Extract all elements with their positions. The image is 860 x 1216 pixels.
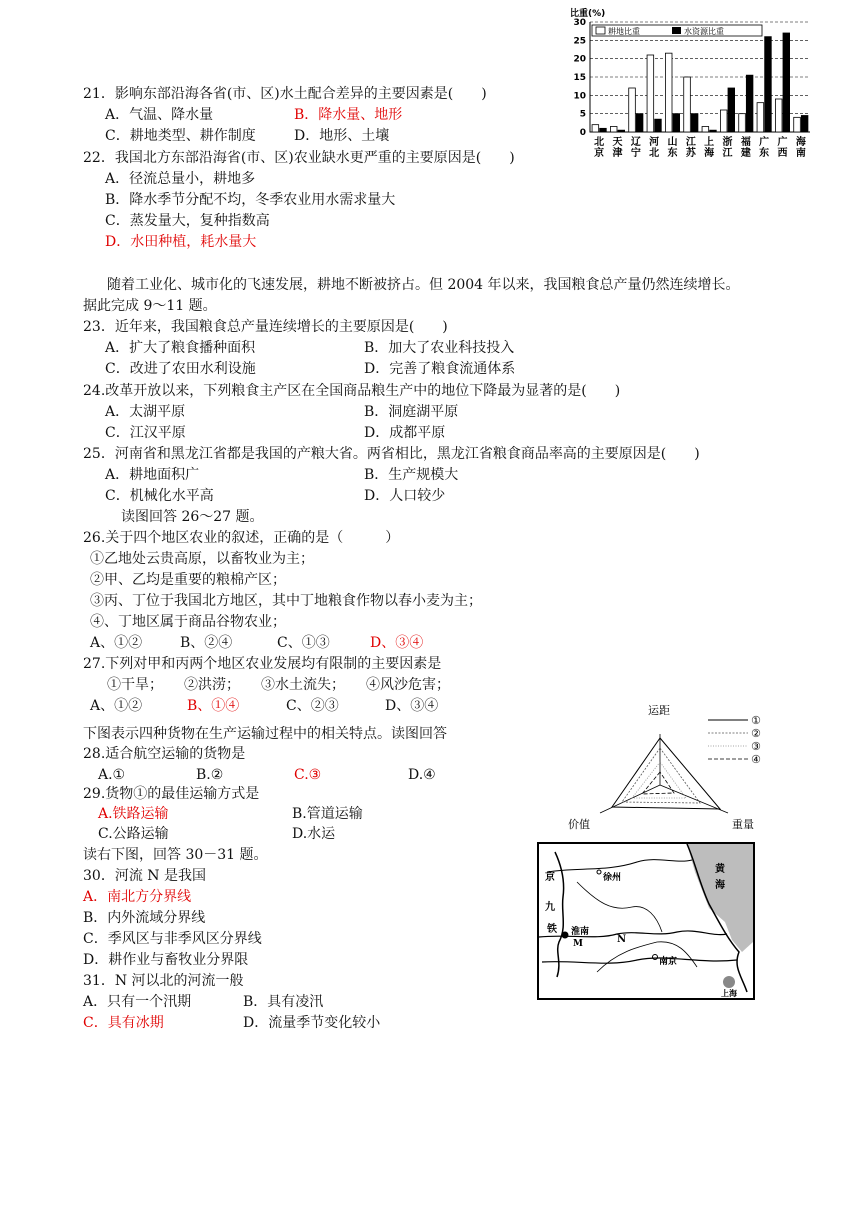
chart-xtick-label: 上 (704, 137, 715, 148)
q27-option-c: C、②③ (286, 698, 339, 714)
q24-option-c: C．江汉平原 (105, 425, 186, 441)
intro-28: 下图表示四种货物在生产运输过程中的相关特点。读图回答 (83, 726, 447, 742)
q29-option-b: B.管道运输 (292, 806, 363, 822)
shanghai-area-icon (723, 976, 735, 988)
chart-xtick-label: 江 (685, 137, 696, 148)
radar-axis-top-label: 运距 (648, 704, 670, 717)
chart-xtick-label: 京 (594, 148, 605, 159)
q22-option-d: D．水田种植，耗水量大 (105, 234, 257, 250)
legend-swatch-cultivated (596, 27, 605, 34)
chart-xtick-label: 苏 (685, 148, 696, 159)
bar-water (710, 130, 717, 132)
map-label-huainan: 淮南 (571, 927, 590, 937)
bar-water (783, 33, 790, 132)
chart-ylabel: 比重(%) (570, 9, 606, 19)
q29-option-c: C.公路运输 (98, 826, 169, 842)
chart-xtick-label: 广 (759, 137, 770, 148)
q31-option-b: B．具有凌汛 (243, 994, 324, 1010)
q26-statement-2: ②甲、乙均是重要的粮棉产区； (90, 572, 286, 588)
bar-cultivated (720, 110, 727, 132)
q30-stem: 30．河流 N 是我国 (83, 868, 206, 884)
bar-cultivated (647, 55, 654, 132)
radar-legend-3: ③ (751, 740, 761, 753)
q27-options-list: ①干旱； ②洪涝； ③水土流失； ④风沙危害； (107, 677, 450, 693)
radar-legend-4: ④ (751, 753, 761, 766)
radar-legend-2: ② (751, 727, 761, 740)
bar-cultivated (757, 103, 764, 132)
q27-option-a: A、①② (90, 698, 143, 714)
radar-axis-left-label: 价值 (568, 818, 590, 831)
q26-option-c: C、①③ (277, 635, 330, 651)
bar-water (600, 128, 607, 132)
q23-option-a: A．扩大了粮食播种面积 (105, 340, 256, 356)
q29-stem: 29.货物①的最佳运输方式是 (83, 786, 260, 802)
q31-option-c: C．具有冰期 (83, 1015, 164, 1031)
map-label-shanghai: 上海 (721, 988, 737, 998)
q28-stem: 28.适合航空运输的货物是 (83, 746, 246, 762)
chart-xtick-label: 广 (777, 137, 788, 148)
q24-stem: 24.改革开放以来，下列粮食主产区在全国商品粮生产中的地位下降最为显著的是( ) (83, 383, 621, 399)
bar-chart (560, 6, 820, 166)
q29-option-a: A.铁路运输 (98, 806, 169, 822)
q24-option-d: D．成都平原 (364, 425, 446, 441)
read-30-31: 读右下图，回答 30－31 题。 (83, 847, 268, 863)
q25-option-c: C．机械化水平高 (105, 488, 214, 504)
map-label-m: M (573, 939, 583, 949)
q24-option-a: A．太湖平原 (105, 404, 186, 420)
map-label-nanjing: 南京 (659, 957, 678, 967)
bar-cultivated (794, 117, 801, 132)
bar-cultivated (684, 77, 691, 132)
bar-water (728, 88, 735, 132)
chart-ytick-label: 10 (573, 91, 586, 102)
chart-xtick-label: 南 (795, 148, 806, 159)
map-label-hai: 海 (715, 880, 725, 891)
radar-axis-right-label: 重量 (732, 818, 754, 831)
q27-option-b: B、①④ (187, 698, 240, 714)
q30-option-a: A．南北方分界线 (83, 889, 192, 905)
q25-option-a: A．耕地面积广 (105, 467, 200, 483)
q23-stem: 23．近年来，我国粮食总产量连续增长的主要原因是( ) (83, 319, 448, 335)
q26-option-a: A、①② (90, 635, 143, 651)
q21-option-c: C．耕地类型、耕作制度 (105, 128, 256, 144)
chart-xtick-label: 辽 (630, 137, 641, 148)
q25-option-b: B．生产规模大 (364, 467, 459, 483)
q21-option-b: B．降水量、地形 (294, 107, 403, 123)
q22-option-a: A．径流总量小，耕地多 (105, 171, 256, 187)
q21-option-a: A．气温、降水量 (105, 107, 214, 123)
chart-xtick-label: 江 (722, 148, 733, 159)
radar-legend (708, 714, 761, 766)
legend-label-cultivated: 耕地比重 (608, 27, 640, 36)
chart-xtick-label: 浙 (722, 137, 733, 148)
q26-statement-4: ④、丁地区属于商品谷物农业； (90, 614, 286, 630)
bar-water (691, 114, 698, 132)
q25-option-d: D．人口较少 (364, 488, 446, 504)
chart-xtick-label: 津 (612, 148, 623, 159)
q30-option-d: D．耕作业与畜牧业分界限 (83, 952, 249, 968)
q31-option-a: A．只有一个汛期 (83, 994, 192, 1010)
chart-xtick-label: 建 (740, 148, 751, 159)
chart-xlabels (594, 135, 807, 159)
q22-option-c: C．蒸发量大，复种指数高 (105, 213, 270, 229)
chart-ytick-label: 20 (573, 54, 586, 65)
bar-water (801, 116, 808, 133)
bar-cultivated (702, 127, 709, 133)
chart-xtick-label: 天 (612, 137, 623, 148)
map-label-xuzhou: 徐州 (603, 873, 622, 883)
chart-xtick-label: 福 (740, 137, 751, 148)
chart-xtick-label: 宁 (630, 148, 641, 159)
chart-xtick-label: 北 (649, 148, 660, 159)
q28-option-b: B.② (196, 767, 224, 783)
q22-option-b: B．降水季节分配不均，冬季农业用水需求量大 (105, 192, 396, 208)
q21-stem: 21．影响东部沿海各省(市、区)水土配合差异的主要因素是( ) (83, 86, 487, 102)
legend-swatch-water (672, 27, 681, 34)
q27-option-d: D、③④ (385, 698, 439, 714)
chart-xtick-label: 河 (649, 137, 660, 148)
q26-stem: 26.关于四个地区农业的叙述，正确的是（ ） (83, 530, 400, 546)
chart-ytick-label: 25 (573, 36, 586, 47)
chart-xtick-label: 山 (667, 137, 678, 148)
map-label-n: N (617, 934, 627, 945)
huainan-city-icon (562, 932, 569, 939)
read-26-27: 读图回答 26～27 题。 (121, 509, 264, 525)
map-label-huang: 黄 (715, 864, 725, 875)
chart-xtick-label: 海 (704, 148, 715, 159)
chart-xtick-label: 西 (777, 148, 788, 159)
bar-water (618, 130, 625, 132)
radar-axis-left (600, 785, 660, 813)
q26-option-d: D、③④ (370, 635, 424, 651)
q26-statement-1: ①乙地处云贵高原，以畜牧业为主； (90, 551, 314, 567)
q28-option-d: D.④ (408, 767, 436, 783)
radar-chart (560, 700, 780, 835)
region-map (537, 842, 755, 1000)
bar-water (636, 114, 643, 132)
q26-option-b: B、②④ (180, 635, 233, 651)
chart-ytick-label: 0 (579, 128, 586, 138)
passage-line-1: 随着工业化、城市化的飞速发展，耕地不断被挤占。但 2004 年以来，我国粮食总产量仍然连续增长。 (107, 277, 740, 293)
q31-stem: 31．N 河以北的河流一般 (83, 973, 244, 989)
q31-option-d: D．流量季节变化较小 (243, 1015, 381, 1031)
q28-option-a: A.① (98, 767, 126, 783)
q29-option-d: D.水运 (292, 826, 336, 842)
chart-xtick-label: 东 (759, 148, 770, 159)
q24-option-b: B．洞庭湖平原 (364, 404, 459, 420)
q30-option-b: B．内外流域分界线 (83, 910, 206, 926)
bar-water (746, 75, 753, 132)
bar-water (765, 37, 772, 132)
q23-option-d: D．完善了粮食流通体系 (364, 361, 516, 377)
legend-label-water: 水资源比重 (684, 27, 724, 36)
q25-stem: 25．河南省和黑龙江省都是我国的产粮大省。两省相比，黑龙江省粮食商品率高的主要原因是( ) (83, 446, 700, 462)
chart-xtick-label: 北 (594, 137, 605, 148)
chart-legend (592, 25, 762, 36)
bar-cultivated (592, 125, 599, 132)
q23-option-c: C．改进了农田水利设施 (105, 361, 256, 377)
q22-stem: 22．我国北方东部沿海省(市、区)农业缺水更严重的主要原因是( ) (83, 150, 515, 166)
chart-xtick-label: 海 (795, 137, 806, 148)
bar-cultivated (610, 127, 617, 133)
radar-series-1 (612, 738, 720, 809)
q28-option-c: C.③ (294, 767, 322, 783)
q21-option-d: D．地形、土壤 (294, 128, 390, 144)
chart-ytick-label: 15 (573, 73, 586, 83)
bar-water (655, 119, 662, 132)
q23-option-b: B．加大了农业科技投入 (364, 340, 515, 356)
map-label-tie: 铁 (547, 924, 557, 935)
radar-legend-1: ① (751, 714, 761, 727)
bar-cultivated (775, 99, 782, 132)
q27-stem: 27.下列对甲和丙两个地区农业发展均有限制的主要因素是 (83, 656, 442, 672)
bar-cultivated (739, 114, 746, 132)
chart-xtick-label: 东 (667, 148, 678, 159)
q30-option-c: C．季风区与非季风区分界线 (83, 931, 262, 947)
bar-cultivated (665, 53, 672, 132)
map-label-jing: 京 (545, 872, 555, 883)
map-label-jiu: 九 (545, 902, 555, 913)
q26-statement-3: ③丙、丁位于我国北方地区，其中丁地粮食作物以春小麦为主； (90, 593, 482, 609)
passage-line-2: 据此完成 9～11 题。 (83, 298, 217, 314)
chart-ytick-label: 30 (573, 18, 586, 28)
chart-bars (592, 33, 808, 132)
bar-water (673, 114, 680, 132)
bar-cultivated (629, 88, 636, 132)
chart-ytick-label: 5 (579, 109, 586, 120)
